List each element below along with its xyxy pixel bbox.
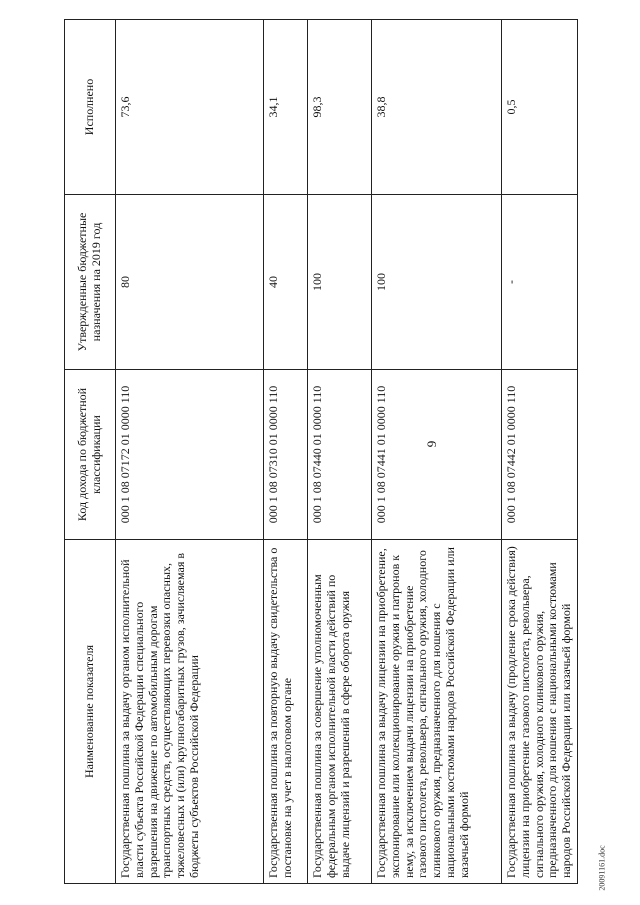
- table-row: [308, 20, 372, 884]
- row-code: 000 1 08 07440 01 0000 110: [308, 370, 372, 540]
- table-row: [116, 20, 264, 884]
- row-approved: 100: [308, 195, 372, 370]
- row-executed: 34,1: [264, 20, 308, 195]
- header-name: Наименование показателя: [65, 540, 116, 884]
- row-code: 000 1 08 07310 01 0000 110: [264, 370, 308, 540]
- row-approved: -: [502, 195, 578, 370]
- row-name: Государственная пошлина за выдачу органом исполнительной власти субъекта Российской Федерации специального разрешения на движение по автомобильным дорогам транспортных средств, осуществляющих перевозки опасных, тяжеловесных и (или) крупногабаритных грузов, зачисляемая в бюджеты субъектов Российской Федерации: [116, 540, 264, 884]
- row-code: 000 1 08 07441 01 0000 110: [372, 370, 502, 540]
- row-approved: 80: [116, 195, 264, 370]
- row-approved: 100: [372, 195, 502, 370]
- row-name: Государственная пошлина за совершение уполномоченным федеральным органом исполнительной власти действий по выдаче лицензий и разрешений в сфере оборота оружия: [308, 540, 372, 884]
- row-executed: 98,3: [308, 20, 372, 195]
- header-code: Код дохода по бюджетной классификации: [65, 370, 116, 540]
- row-executed: 0,5: [502, 20, 578, 195]
- row-code: 000 1 08 07172 01 0000 110: [116, 370, 264, 540]
- row-executed: 73,6: [116, 20, 264, 195]
- header-executed: Исполнено: [65, 20, 116, 195]
- row-executed: 38,8: [372, 20, 502, 195]
- rotated-table-container: [64, 20, 574, 884]
- row-name: Государственная пошлина за повторную выдачу свидетельства о постановке на учет в налоговом органе: [264, 540, 308, 884]
- page-number: 9: [424, 440, 439, 448]
- table-header-row: [65, 20, 116, 884]
- table-row: [264, 20, 308, 884]
- row-approved: 40: [264, 195, 308, 370]
- file-name-footer: 20091161.doc: [597, 845, 607, 891]
- budget-revenue-table: [64, 19, 578, 884]
- row-code: 000 1 08 07442 01 0000 110: [502, 370, 578, 540]
- row-name: Государственная пошлина за выдачу (продление срока действия) лицензии на приобретение газового пистолета, револьвера, сигнального оружия, холодного клинкового оружия, предназначенного для ношения с национальными костюмами народов Российской Федерации или казачьей формой: [502, 540, 578, 884]
- header-approved: Утвержденные бюджетные назначения на 2019 год: [65, 195, 116, 370]
- row-name: Государственная пошлина за выдачу лицензии на приобретение, экспонирование или коллекционирование оружия и патронов к нему, за исключением выдачи лицензии на приобретение газового пистолета, револьвера, сигнального оружия, холодного клинкового оружия, предназначенного для ношения с национальными костюмами народов Российской Федерации или казачьей формой: [372, 540, 502, 884]
- table-row: [502, 20, 578, 884]
- table-row: [372, 20, 502, 884]
